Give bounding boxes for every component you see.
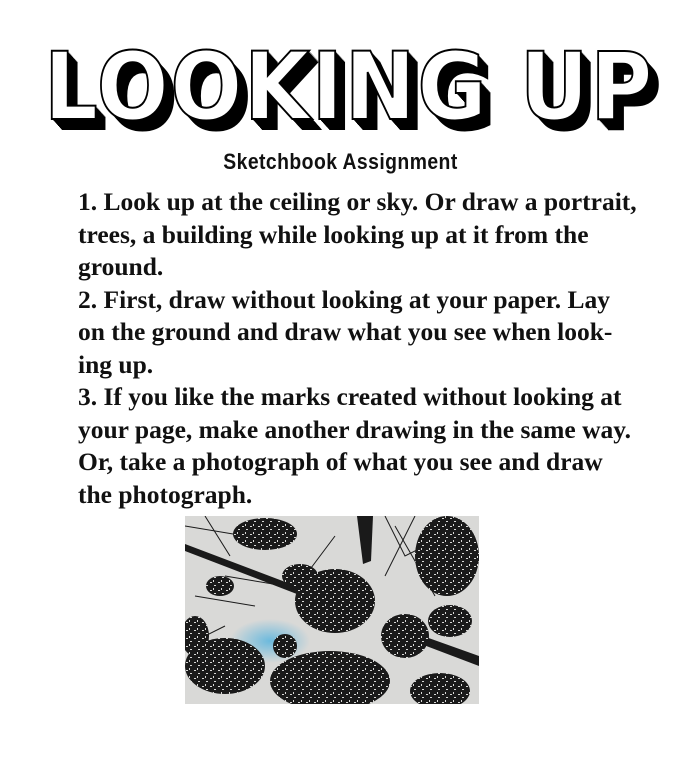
- tree-canopy-drawing-icon: [185, 516, 479, 704]
- instruction-item: 1. Look up at the ceiling or sky. Or draw a portrait, trees, a building while looking up at it from the ground.: [78, 187, 637, 281]
- instruction-item: 3. If you like the marks created without looking at your page, make another drawing in the same way. Or, take a photograph of what you see and draw the photograph.: [78, 382, 631, 509]
- page-title: LOOKING UP: [44, 33, 655, 142]
- instructions-list: [78, 186, 638, 511]
- instruction-item: 2. First, draw without looking at your paper. Lay on the ground and draw what you see when look-ing up.: [78, 284, 613, 379]
- tree-canopy-illustration: [185, 516, 479, 704]
- subtitle: Sketchbook Assignment: [223, 149, 458, 174]
